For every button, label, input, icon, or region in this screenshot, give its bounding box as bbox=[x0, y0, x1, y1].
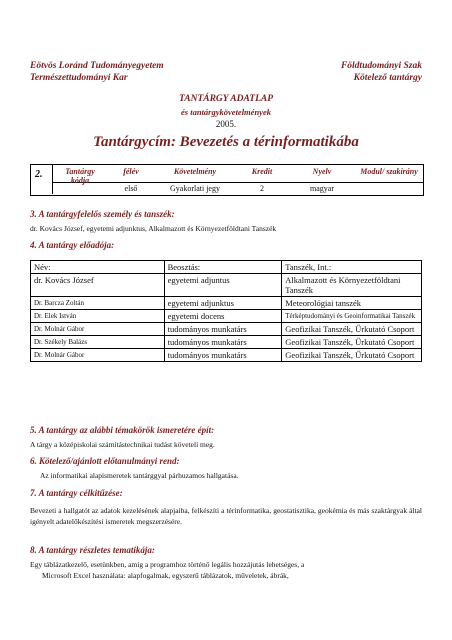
value-semester: első bbox=[124, 184, 138, 193]
sheet-year: 2005. bbox=[215, 119, 237, 129]
lecturer-department: Geofizikai Tanszék, Űrkutató Csoport bbox=[282, 349, 422, 362]
value-requirement: Gyakorlati jegy bbox=[170, 184, 220, 193]
header-language: Nyelv bbox=[312, 167, 332, 176]
section6-heading: 6. Kötelező/ajánlott előtanulmányi rend: bbox=[30, 456, 180, 466]
column-header-name: Név: bbox=[31, 261, 165, 274]
course-info-box bbox=[30, 164, 424, 196]
header-module: Modul/ szakirány bbox=[360, 167, 418, 176]
header-left bbox=[30, 60, 164, 84]
column-header-position: Beosztás: bbox=[164, 261, 282, 274]
table-row bbox=[31, 274, 422, 297]
header-credit: Kredit bbox=[251, 167, 273, 176]
faculty-name: Természettudományi Kar bbox=[30, 73, 128, 83]
table-row bbox=[31, 349, 422, 362]
header-right bbox=[341, 60, 422, 84]
header-course-code: Tantárgy kódja bbox=[65, 167, 95, 185]
header-semester: félév bbox=[123, 167, 139, 176]
lecturer-position: tudományos munkatárs bbox=[164, 323, 282, 336]
program-name: Földtudományi Szak bbox=[340, 61, 422, 71]
course-title: Tantárgycím: Bevezetés a térinformatikába bbox=[93, 134, 359, 150]
sheet-title: TANTÁRGY ADATLAP bbox=[178, 94, 274, 104]
course-number: 2. bbox=[31, 165, 53, 194]
lecturer-department: Geofizikai Tanszék, Űrkutató Csoport bbox=[282, 323, 422, 336]
lecturer-name: Dr. Molnár Gábor bbox=[31, 349, 165, 362]
table-row bbox=[31, 310, 422, 323]
divider bbox=[53, 182, 423, 183]
lecturer-position: tudományos munkatárs bbox=[164, 336, 282, 349]
table-header-row bbox=[31, 261, 422, 274]
lecturer-name: Dr. Molnár Gábor bbox=[31, 323, 165, 336]
section8-text-line2: Microsoft Excel használata: alapfogalmak, egyszerű táblázatok, műveletek, ábrák, bbox=[42, 571, 289, 580]
section6-text: Az informatikai alapismeretek tantárggyal párhuzamos hallgatása. bbox=[40, 471, 239, 480]
lecturer-name: Dr. Elek István bbox=[31, 310, 165, 323]
course-type: Kötelező tantárgy bbox=[353, 73, 422, 83]
section8-heading: 8. A tantárgy részletes tematikája: bbox=[30, 545, 155, 555]
section7-heading: 7. A tantárgy célkitűzése: bbox=[30, 488, 123, 498]
section3-text: dr. Kovács József, egyetemi adjunktus, Alkalmazott és Környezetföldtani Tanszék bbox=[30, 224, 277, 233]
lecturer-position: egyetemi adjuntus bbox=[164, 274, 282, 297]
lecturer-name: Dr. Barcza Zoltán bbox=[31, 297, 165, 310]
lecturer-position: tudományos munkatárs bbox=[164, 349, 282, 362]
lecturer-department: Meteorológiai tanszék bbox=[282, 297, 422, 310]
header-requirement: Követelmény bbox=[173, 167, 217, 176]
university-name: Eötvös Loránd Tudományegyetem bbox=[30, 61, 164, 71]
table-row bbox=[31, 297, 422, 310]
table-row bbox=[31, 336, 422, 349]
table-row bbox=[31, 323, 422, 336]
lecturer-position: egyetemi docens bbox=[164, 310, 282, 323]
lecturer-department: Geofizikai Tanszék, Űrkutató Csoport bbox=[282, 336, 422, 349]
section5-heading: 5. A tantárgy az alábbi témakörök ismeretére épít: bbox=[30, 425, 215, 435]
sheet-subtitle: és tantárgykövetelmények bbox=[181, 107, 271, 117]
section5-text: A tárgy a középiskolai számítástechnikai tudást követeli meg. bbox=[30, 440, 215, 449]
column-header-department: Tanszék, Int.: bbox=[282, 261, 422, 274]
lecturers-table bbox=[30, 260, 422, 362]
lecturer-name: dr. Kovács József bbox=[31, 274, 165, 297]
value-credit: 2 bbox=[260, 184, 264, 193]
lecturer-department: Alkalmazott és Környezetföldtani Tanszék bbox=[282, 274, 422, 297]
section8-text-line1: Egy táblázatkezelő, esetünkben, amíg a programhoz történő legális hozzájutás lehetséges, a bbox=[30, 560, 305, 569]
section3-heading: 3. A tantárgyfelelős személy és tanszék: bbox=[30, 209, 175, 219]
value-language: magyar bbox=[310, 184, 334, 193]
section7-text: Bevezeti a hallgatót az adatok kezelésének alapjaiba, felkészíti a térinformatika, geostatisztika, geokémia és más szaktárgyak által igényelt adatelőkészítési ismeretek megszerzésére. bbox=[30, 506, 422, 526]
lecturer-position: egyetemi adjunktus bbox=[164, 297, 282, 310]
lecturer-department: Térképtudományi és Geoinformatikai Tanszék bbox=[282, 310, 422, 323]
section4-heading: 4. A tantárgy előadója: bbox=[30, 240, 115, 250]
lecturer-name: Dr. Székely Balázs bbox=[31, 336, 165, 349]
